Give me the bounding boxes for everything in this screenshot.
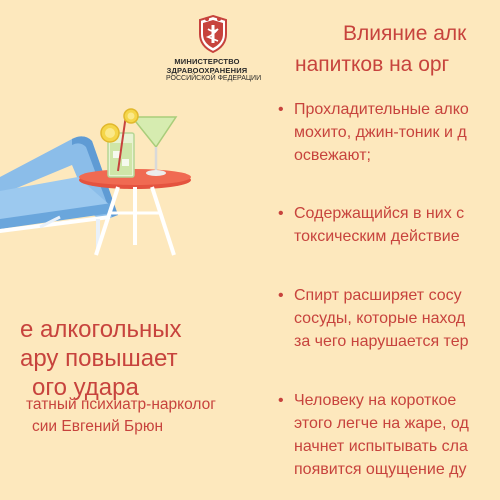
author-line1: татный психиатр-нарколог	[26, 396, 216, 413]
quote-text	[0, 315, 182, 402]
author-line2: сии Евгений Брюн	[32, 418, 164, 435]
lounger-illustration	[0, 95, 200, 270]
list-item-line: за чего нарушается тер	[294, 333, 469, 350]
list-item-line: • Прохладительные алко	[294, 101, 469, 118]
effects-list	[278, 98, 469, 481]
page-title	[295, 18, 466, 80]
title-line2: напитков на орг	[295, 53, 450, 76]
list-item-line: сосуды, которые наход	[294, 310, 466, 327]
list-item-line: этого легче на жаре, од	[294, 415, 469, 432]
list-item	[278, 98, 469, 167]
quote-line3: ого удара	[32, 374, 139, 401]
list-item-line: мохито, джин-тоник и д	[294, 124, 467, 141]
quote-author	[0, 394, 216, 438]
list-item-line: освежают;	[294, 147, 371, 164]
list-item-line: • Человеку на короткое	[294, 392, 457, 409]
list-item-line: появится ощущение ду	[294, 461, 467, 478]
list-item-line: • Содержащийся в них с	[294, 205, 465, 222]
list-item-line: начнет испытывать сла	[294, 438, 468, 455]
logo-text-line3: РОССИЙСКОЙ ФЕДЕРАЦИИ	[166, 75, 262, 82]
list-item-line: токсическим действие	[294, 228, 460, 245]
logo-text-line2: ЗДРАВООХРАНЕНИЯ	[166, 66, 248, 75]
quote-line1: е алкогольных	[20, 316, 182, 343]
list-item	[278, 284, 469, 353]
list-item-line: • Спирт расширяет сосу	[294, 287, 462, 304]
list-item	[278, 389, 469, 481]
title-line1: Влияние алк	[343, 22, 467, 45]
ministry-logo	[166, 14, 262, 82]
quote-line2: ару повышает	[20, 345, 178, 372]
ministry-emblem-icon	[196, 14, 230, 54]
logo-text-line1: МИНИСТЕРСТВО	[174, 57, 240, 66]
sun-lounger-icon	[0, 95, 200, 265]
list-item	[278, 202, 469, 248]
